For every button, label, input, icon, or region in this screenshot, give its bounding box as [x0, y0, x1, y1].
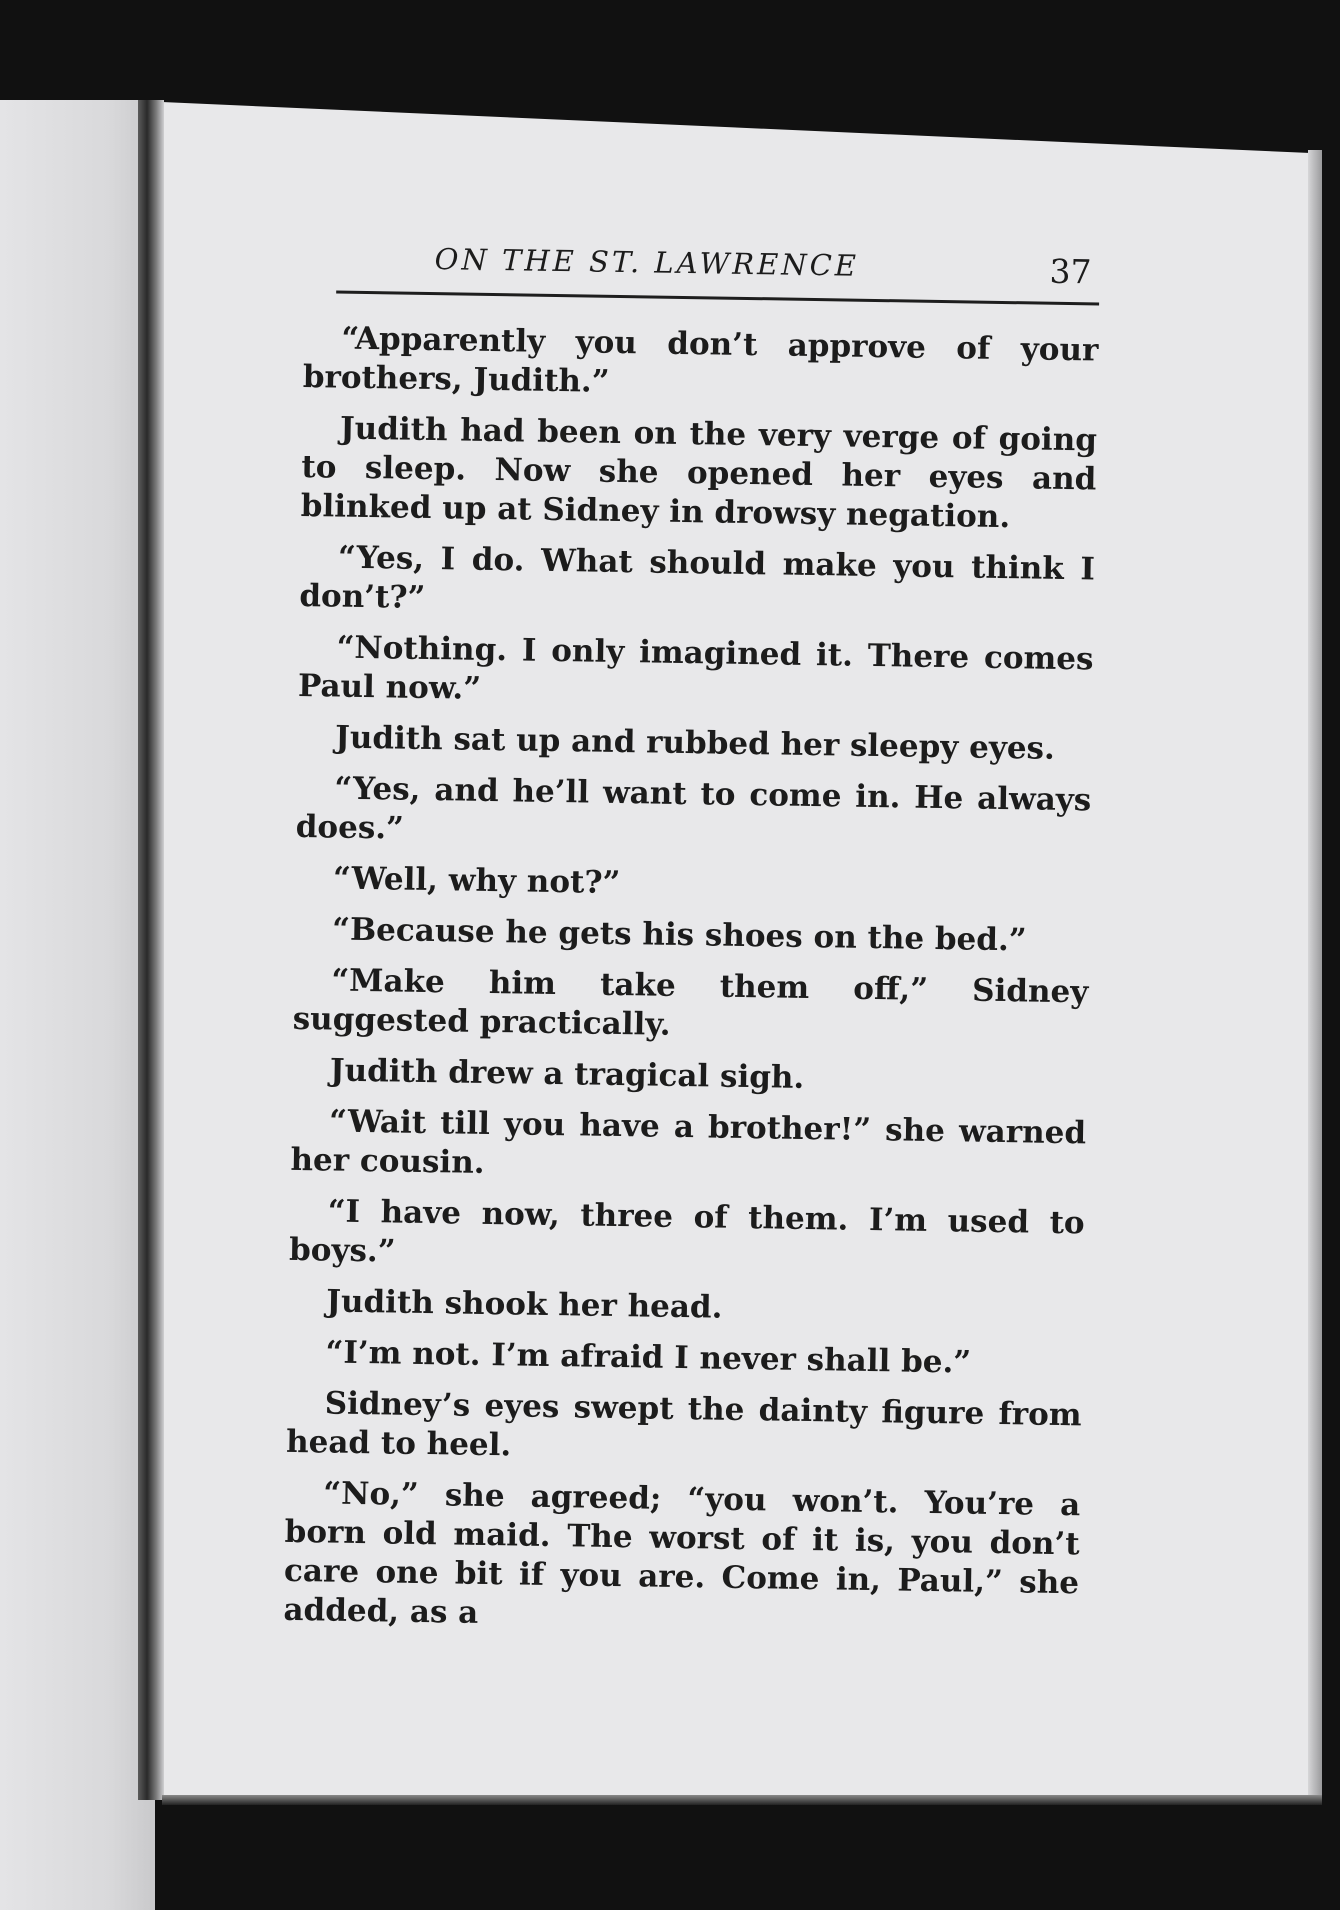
page-content — [283, 240, 1100, 1654]
page-edge — [1308, 150, 1322, 1800]
paragraph: Judith sat up and rubbed her sleepy eyes. — [334, 719, 1056, 767]
page-bottom-shadow — [162, 1795, 1322, 1805]
paragraph: “Well, why not?” — [332, 860, 621, 902]
paragraph: “Nothing. I only imagined it. There comes Paul now.” — [297, 629, 1094, 707]
page-number: 37 — [1049, 251, 1092, 292]
paragraph: “Yes, and he’ll want to come in. He always does.” — [295, 770, 1092, 847]
paragraph: Judith shook her head. — [326, 1283, 723, 1326]
paragraph: Judith drew a tragical sigh. — [329, 1052, 805, 1096]
paragraph: “Make him take them off,” Sidney suggested practically. — [292, 962, 1089, 1043]
paragraph: Sidney’s eyes swept the dainty figure from head to heel. — [285, 1385, 1082, 1464]
book-gutter — [138, 100, 164, 1800]
paragraph: “No,” she agreed; “you won’t. You’re a born old maid. The worst of it is, you don’t care one bit if you are. Come in, Paul,” she added, as a — [283, 1475, 1081, 1631]
paragraph: “I’m not. I’m afraid I never shall be.” — [325, 1334, 972, 1381]
running-title: ON THE ST. LAWRENCE — [434, 242, 860, 283]
left-page — [0, 100, 155, 1910]
paragraph: “Yes, I do. What should make you think I don’t?” — [299, 539, 1096, 616]
paragraph: “Because he gets his shoes on the bed.” — [331, 911, 1027, 959]
paragraph: “I have now, three of them. I’m used to boys.” — [288, 1193, 1085, 1270]
paragraph: Judith had been on the very verge of going to sleep. Now she opened her eyes and blinked up at Sidney in drowsy negation. — [300, 410, 1098, 536]
paragraph: “Wait till you have a brother!” she warned her cousin. — [290, 1103, 1087, 1181]
paragraph: “Apparently you don’t approve of your brothers, Judith.” — [302, 320, 1099, 400]
